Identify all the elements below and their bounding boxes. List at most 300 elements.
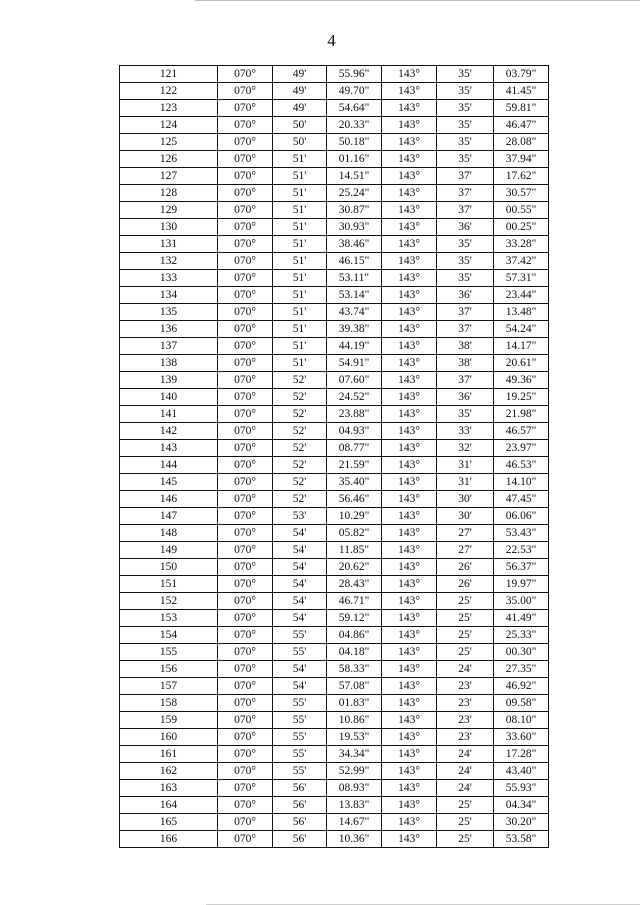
point-number-cell: 152 — [120, 593, 218, 610]
longitude-degrees-cell: 143° — [382, 491, 437, 508]
point-number-cell: 130 — [120, 219, 218, 236]
latitude-seconds-cell: 52.99" — [327, 763, 382, 780]
top-rule — [195, 0, 640, 1]
longitude-minutes-cell: 25' — [437, 593, 494, 610]
table-row — [120, 100, 549, 117]
latitude-seconds-cell: 05.82" — [327, 525, 382, 542]
latitude-degrees-cell: 070° — [218, 219, 273, 236]
longitude-seconds-cell: 30.57" — [494, 185, 549, 202]
longitude-seconds-cell: 56.37" — [494, 559, 549, 576]
latitude-degrees-cell: 070° — [218, 695, 273, 712]
longitude-degrees-cell: 143° — [382, 508, 437, 525]
latitude-degrees-cell: 070° — [218, 270, 273, 287]
latitude-degrees-cell: 070° — [218, 406, 273, 423]
longitude-minutes-cell: 35' — [437, 151, 494, 168]
latitude-seconds-cell: 35.40" — [327, 474, 382, 491]
longitude-degrees-cell: 143° — [382, 423, 437, 440]
longitude-degrees-cell: 143° — [382, 695, 437, 712]
longitude-seconds-cell: 19.25" — [494, 389, 549, 406]
longitude-seconds-cell: 35.00" — [494, 593, 549, 610]
longitude-minutes-cell: 24' — [437, 763, 494, 780]
latitude-minutes-cell: 51' — [273, 253, 327, 270]
table-row — [120, 440, 549, 457]
latitude-minutes-cell: 51' — [273, 185, 327, 202]
longitude-degrees-cell: 143° — [382, 559, 437, 576]
point-number-cell: 145 — [120, 474, 218, 491]
point-number-cell: 153 — [120, 610, 218, 627]
latitude-degrees-cell: 070° — [218, 593, 273, 610]
latitude-degrees-cell: 070° — [218, 372, 273, 389]
longitude-seconds-cell: 17.28" — [494, 746, 549, 763]
longitude-seconds-cell: 17.62" — [494, 168, 549, 185]
latitude-degrees-cell: 070° — [218, 831, 273, 848]
latitude-minutes-cell: 55' — [273, 644, 327, 661]
table-row — [120, 321, 549, 338]
latitude-seconds-cell: 10.36" — [327, 831, 382, 848]
longitude-minutes-cell: 26' — [437, 559, 494, 576]
latitude-seconds-cell: 01.16" — [327, 151, 382, 168]
table-row — [120, 474, 549, 491]
latitude-seconds-cell: 21.59" — [327, 457, 382, 474]
point-number-cell: 136 — [120, 321, 218, 338]
latitude-degrees-cell: 070° — [218, 100, 273, 117]
table-row — [120, 83, 549, 100]
latitude-degrees-cell: 070° — [218, 83, 273, 100]
table-row — [120, 66, 549, 83]
longitude-degrees-cell: 143° — [382, 66, 437, 83]
latitude-minutes-cell: 54' — [273, 593, 327, 610]
longitude-minutes-cell: 26' — [437, 576, 494, 593]
longitude-degrees-cell: 143° — [382, 525, 437, 542]
longitude-minutes-cell: 25' — [437, 814, 494, 831]
latitude-minutes-cell: 52' — [273, 474, 327, 491]
longitude-seconds-cell: 20.61" — [494, 355, 549, 372]
longitude-seconds-cell: 46.57" — [494, 423, 549, 440]
point-number-cell: 146 — [120, 491, 218, 508]
table-row — [120, 661, 549, 678]
latitude-seconds-cell: 13.83" — [327, 797, 382, 814]
point-number-cell: 137 — [120, 338, 218, 355]
point-number-cell: 132 — [120, 253, 218, 270]
latitude-minutes-cell: 52' — [273, 491, 327, 508]
longitude-degrees-cell: 143° — [382, 763, 437, 780]
longitude-degrees-cell: 143° — [382, 474, 437, 491]
latitude-degrees-cell: 070° — [218, 66, 273, 83]
latitude-minutes-cell: 55' — [273, 729, 327, 746]
latitude-degrees-cell: 070° — [218, 661, 273, 678]
longitude-minutes-cell: 35' — [437, 406, 494, 423]
table-row — [120, 644, 549, 661]
table-row — [120, 678, 549, 695]
longitude-seconds-cell: 41.49" — [494, 610, 549, 627]
longitude-minutes-cell: 37' — [437, 202, 494, 219]
latitude-minutes-cell: 51' — [273, 338, 327, 355]
longitude-minutes-cell: 27' — [437, 525, 494, 542]
longitude-degrees-cell: 143° — [382, 219, 437, 236]
latitude-minutes-cell: 49' — [273, 83, 327, 100]
table-row — [120, 627, 549, 644]
latitude-degrees-cell: 070° — [218, 474, 273, 491]
latitude-seconds-cell: 23.88" — [327, 406, 382, 423]
latitude-minutes-cell: 56' — [273, 780, 327, 797]
longitude-minutes-cell: 35' — [437, 253, 494, 270]
latitude-minutes-cell: 55' — [273, 763, 327, 780]
latitude-seconds-cell: 11.85" — [327, 542, 382, 559]
table-row — [120, 185, 549, 202]
longitude-degrees-cell: 143° — [382, 593, 437, 610]
latitude-minutes-cell: 56' — [273, 814, 327, 831]
latitude-minutes-cell: 50' — [273, 134, 327, 151]
latitude-seconds-cell: 30.87" — [327, 202, 382, 219]
longitude-seconds-cell: 00.55" — [494, 202, 549, 219]
latitude-seconds-cell: 57.08" — [327, 678, 382, 695]
longitude-seconds-cell: 23.97" — [494, 440, 549, 457]
longitude-degrees-cell: 143° — [382, 644, 437, 661]
point-number-cell: 162 — [120, 763, 218, 780]
latitude-degrees-cell: 070° — [218, 729, 273, 746]
longitude-degrees-cell: 143° — [382, 389, 437, 406]
latitude-seconds-cell: 53.11" — [327, 270, 382, 287]
latitude-minutes-cell: 51' — [273, 321, 327, 338]
longitude-degrees-cell: 143° — [382, 321, 437, 338]
latitude-seconds-cell: 20.33" — [327, 117, 382, 134]
point-number-cell: 150 — [120, 559, 218, 576]
longitude-minutes-cell: 35' — [437, 236, 494, 253]
longitude-minutes-cell: 35' — [437, 66, 494, 83]
longitude-minutes-cell: 35' — [437, 270, 494, 287]
latitude-degrees-cell: 070° — [218, 610, 273, 627]
longitude-minutes-cell: 37' — [437, 321, 494, 338]
longitude-degrees-cell: 143° — [382, 355, 437, 372]
latitude-minutes-cell: 55' — [273, 695, 327, 712]
latitude-seconds-cell: 14.51" — [327, 168, 382, 185]
longitude-minutes-cell: 25' — [437, 831, 494, 848]
latitude-seconds-cell: 43.74" — [327, 304, 382, 321]
table-row — [120, 610, 549, 627]
latitude-minutes-cell: 56' — [273, 797, 327, 814]
point-number-cell: 133 — [120, 270, 218, 287]
latitude-degrees-cell: 070° — [218, 236, 273, 253]
latitude-degrees-cell: 070° — [218, 576, 273, 593]
longitude-seconds-cell: 00.30" — [494, 644, 549, 661]
table-row — [120, 559, 549, 576]
point-number-cell: 121 — [120, 66, 218, 83]
latitude-seconds-cell: 59.12" — [327, 610, 382, 627]
point-number-cell: 161 — [120, 746, 218, 763]
longitude-degrees-cell: 143° — [382, 746, 437, 763]
longitude-degrees-cell: 143° — [382, 253, 437, 270]
latitude-minutes-cell: 49' — [273, 66, 327, 83]
table-row — [120, 372, 549, 389]
longitude-degrees-cell: 143° — [382, 814, 437, 831]
latitude-minutes-cell: 51' — [273, 236, 327, 253]
latitude-minutes-cell: 49' — [273, 100, 327, 117]
latitude-minutes-cell: 54' — [273, 559, 327, 576]
longitude-seconds-cell: 49.36" — [494, 372, 549, 389]
longitude-degrees-cell: 143° — [382, 542, 437, 559]
longitude-degrees-cell: 143° — [382, 797, 437, 814]
point-number-cell: 138 — [120, 355, 218, 372]
table-row — [120, 763, 549, 780]
point-number-cell: 159 — [120, 712, 218, 729]
table-row — [120, 814, 549, 831]
latitude-minutes-cell: 56' — [273, 831, 327, 848]
latitude-seconds-cell: 55.96" — [327, 66, 382, 83]
longitude-minutes-cell: 27' — [437, 542, 494, 559]
point-number-cell: 160 — [120, 729, 218, 746]
longitude-seconds-cell: 28.08" — [494, 134, 549, 151]
latitude-degrees-cell: 070° — [218, 559, 273, 576]
latitude-seconds-cell: 46.15" — [327, 253, 382, 270]
longitude-degrees-cell: 143° — [382, 338, 437, 355]
longitude-seconds-cell: 23.44" — [494, 287, 549, 304]
table-row — [120, 338, 549, 355]
latitude-minutes-cell: 52' — [273, 440, 327, 457]
longitude-minutes-cell: 32' — [437, 440, 494, 457]
point-number-cell: 122 — [120, 83, 218, 100]
latitude-seconds-cell: 44.19" — [327, 338, 382, 355]
longitude-seconds-cell: 53.43" — [494, 525, 549, 542]
longitude-degrees-cell: 143° — [382, 236, 437, 253]
latitude-seconds-cell: 24.52" — [327, 389, 382, 406]
longitude-minutes-cell: 38' — [437, 338, 494, 355]
latitude-minutes-cell: 50' — [273, 117, 327, 134]
longitude-degrees-cell: 143° — [382, 780, 437, 797]
latitude-minutes-cell: 51' — [273, 270, 327, 287]
latitude-degrees-cell: 070° — [218, 797, 273, 814]
latitude-degrees-cell: 070° — [218, 304, 273, 321]
table-row — [120, 134, 549, 151]
latitude-degrees-cell: 070° — [218, 712, 273, 729]
latitude-minutes-cell: 54' — [273, 576, 327, 593]
longitude-degrees-cell: 143° — [382, 287, 437, 304]
point-number-cell: 156 — [120, 661, 218, 678]
longitude-seconds-cell: 27.35" — [494, 661, 549, 678]
point-number-cell: 151 — [120, 576, 218, 593]
latitude-degrees-cell: 070° — [218, 423, 273, 440]
latitude-seconds-cell: 28.43" — [327, 576, 382, 593]
latitude-seconds-cell: 38.46" — [327, 236, 382, 253]
latitude-degrees-cell: 070° — [218, 253, 273, 270]
longitude-minutes-cell: 24' — [437, 780, 494, 797]
longitude-degrees-cell: 143° — [382, 270, 437, 287]
latitude-seconds-cell: 58.33" — [327, 661, 382, 678]
longitude-minutes-cell: 37' — [437, 304, 494, 321]
latitude-minutes-cell: 51' — [273, 219, 327, 236]
longitude-minutes-cell: 37' — [437, 168, 494, 185]
point-number-cell: 128 — [120, 185, 218, 202]
longitude-degrees-cell: 143° — [382, 168, 437, 185]
latitude-degrees-cell: 070° — [218, 780, 273, 797]
point-number-cell: 125 — [120, 134, 218, 151]
longitude-seconds-cell: 53.58" — [494, 831, 549, 848]
longitude-degrees-cell: 143° — [382, 678, 437, 695]
latitude-degrees-cell: 070° — [218, 440, 273, 457]
longitude-seconds-cell: 55.93" — [494, 780, 549, 797]
latitude-minutes-cell: 51' — [273, 151, 327, 168]
table-row — [120, 287, 549, 304]
latitude-seconds-cell: 46.71" — [327, 593, 382, 610]
longitude-degrees-cell: 143° — [382, 185, 437, 202]
longitude-seconds-cell: 04.34" — [494, 797, 549, 814]
longitude-minutes-cell: 35' — [437, 117, 494, 134]
point-number-cell: 144 — [120, 457, 218, 474]
point-number-cell: 134 — [120, 287, 218, 304]
longitude-minutes-cell: 36' — [437, 287, 494, 304]
table-row — [120, 219, 549, 236]
latitude-degrees-cell: 070° — [218, 338, 273, 355]
latitude-degrees-cell: 070° — [218, 321, 273, 338]
longitude-seconds-cell: 37.94" — [494, 151, 549, 168]
longitude-degrees-cell: 143° — [382, 134, 437, 151]
longitude-minutes-cell: 38' — [437, 355, 494, 372]
latitude-degrees-cell: 070° — [218, 168, 273, 185]
latitude-minutes-cell: 55' — [273, 712, 327, 729]
longitude-seconds-cell: 00.25" — [494, 219, 549, 236]
latitude-degrees-cell: 070° — [218, 457, 273, 474]
table-row — [120, 695, 549, 712]
latitude-seconds-cell: 56.46" — [327, 491, 382, 508]
coordinates-table-body — [120, 66, 549, 848]
latitude-minutes-cell: 51' — [273, 355, 327, 372]
latitude-degrees-cell: 070° — [218, 389, 273, 406]
latitude-degrees-cell: 070° — [218, 678, 273, 695]
coordinates-table — [119, 65, 549, 848]
longitude-degrees-cell: 143° — [382, 83, 437, 100]
latitude-degrees-cell: 070° — [218, 185, 273, 202]
longitude-degrees-cell: 143° — [382, 661, 437, 678]
latitude-degrees-cell: 070° — [218, 117, 273, 134]
longitude-degrees-cell: 143° — [382, 372, 437, 389]
table-row — [120, 729, 549, 746]
table-row — [120, 406, 549, 423]
longitude-minutes-cell: 24' — [437, 746, 494, 763]
latitude-seconds-cell: 07.60" — [327, 372, 382, 389]
latitude-seconds-cell: 39.38" — [327, 321, 382, 338]
longitude-minutes-cell: 30' — [437, 508, 494, 525]
longitude-degrees-cell: 143° — [382, 202, 437, 219]
point-number-cell: 131 — [120, 236, 218, 253]
latitude-minutes-cell: 54' — [273, 678, 327, 695]
latitude-seconds-cell: 53.14" — [327, 287, 382, 304]
latitude-degrees-cell: 070° — [218, 134, 273, 151]
longitude-minutes-cell: 35' — [437, 100, 494, 117]
longitude-seconds-cell: 14.17" — [494, 338, 549, 355]
longitude-degrees-cell: 143° — [382, 100, 437, 117]
table-row — [120, 423, 549, 440]
latitude-degrees-cell: 070° — [218, 508, 273, 525]
latitude-seconds-cell: 14.67" — [327, 814, 382, 831]
latitude-degrees-cell: 070° — [218, 746, 273, 763]
longitude-minutes-cell: 30' — [437, 491, 494, 508]
latitude-minutes-cell: 55' — [273, 746, 327, 763]
longitude-degrees-cell: 143° — [382, 831, 437, 848]
latitude-seconds-cell: 54.91" — [327, 355, 382, 372]
latitude-seconds-cell: 30.93" — [327, 219, 382, 236]
longitude-seconds-cell: 30.20" — [494, 814, 549, 831]
point-number-cell: 127 — [120, 168, 218, 185]
latitude-degrees-cell: 070° — [218, 814, 273, 831]
latitude-seconds-cell: 08.77" — [327, 440, 382, 457]
point-number-cell: 157 — [120, 678, 218, 695]
point-number-cell: 140 — [120, 389, 218, 406]
latitude-minutes-cell: 54' — [273, 610, 327, 627]
longitude-degrees-cell: 143° — [382, 406, 437, 423]
longitude-seconds-cell: 14.10" — [494, 474, 549, 491]
longitude-minutes-cell: 25' — [437, 644, 494, 661]
longitude-seconds-cell: 08.10" — [494, 712, 549, 729]
point-number-cell: 164 — [120, 797, 218, 814]
latitude-seconds-cell: 50.18" — [327, 134, 382, 151]
point-number-cell: 143 — [120, 440, 218, 457]
longitude-minutes-cell: 37' — [437, 372, 494, 389]
latitude-minutes-cell: 54' — [273, 542, 327, 559]
longitude-degrees-cell: 143° — [382, 729, 437, 746]
longitude-seconds-cell: 25.33" — [494, 627, 549, 644]
table-row — [120, 831, 549, 848]
table-row — [120, 593, 549, 610]
latitude-minutes-cell: 52' — [273, 423, 327, 440]
table-row — [120, 457, 549, 474]
latitude-degrees-cell: 070° — [218, 542, 273, 559]
longitude-minutes-cell: 23' — [437, 712, 494, 729]
longitude-minutes-cell: 31' — [437, 474, 494, 491]
latitude-minutes-cell: 52' — [273, 406, 327, 423]
latitude-minutes-cell: 51' — [273, 287, 327, 304]
table-row — [120, 525, 549, 542]
table-row — [120, 780, 549, 797]
latitude-degrees-cell: 070° — [218, 287, 273, 304]
table-row — [120, 508, 549, 525]
longitude-seconds-cell: 54.24" — [494, 321, 549, 338]
longitude-degrees-cell: 143° — [382, 457, 437, 474]
page-number: 4 — [327, 31, 336, 50]
latitude-seconds-cell: 04.86" — [327, 627, 382, 644]
longitude-seconds-cell: 59.81" — [494, 100, 549, 117]
point-number-cell: 147 — [120, 508, 218, 525]
latitude-minutes-cell: 54' — [273, 661, 327, 678]
point-number-cell: 129 — [120, 202, 218, 219]
latitude-seconds-cell: 10.29" — [327, 508, 382, 525]
table-row — [120, 355, 549, 372]
table-row — [120, 117, 549, 134]
longitude-minutes-cell: 31' — [437, 457, 494, 474]
longitude-degrees-cell: 143° — [382, 117, 437, 134]
longitude-degrees-cell: 143° — [382, 576, 437, 593]
latitude-minutes-cell: 54' — [273, 525, 327, 542]
point-number-cell: 142 — [120, 423, 218, 440]
latitude-degrees-cell: 070° — [218, 355, 273, 372]
longitude-seconds-cell: 21.98" — [494, 406, 549, 423]
latitude-degrees-cell: 070° — [218, 491, 273, 508]
latitude-minutes-cell: 52' — [273, 457, 327, 474]
longitude-seconds-cell: 43.40" — [494, 763, 549, 780]
longitude-minutes-cell: 23' — [437, 729, 494, 746]
latitude-seconds-cell: 10.86" — [327, 712, 382, 729]
table-row — [120, 168, 549, 185]
latitude-degrees-cell: 070° — [218, 763, 273, 780]
table-row — [120, 797, 549, 814]
longitude-minutes-cell: 24' — [437, 661, 494, 678]
longitude-seconds-cell: 41.45" — [494, 83, 549, 100]
longitude-seconds-cell: 09.58" — [494, 695, 549, 712]
point-number-cell: 163 — [120, 780, 218, 797]
latitude-minutes-cell: 52' — [273, 389, 327, 406]
longitude-seconds-cell: 13.48" — [494, 304, 549, 321]
longitude-seconds-cell: 19.97" — [494, 576, 549, 593]
longitude-seconds-cell: 03.79" — [494, 66, 549, 83]
longitude-seconds-cell: 37.42" — [494, 253, 549, 270]
